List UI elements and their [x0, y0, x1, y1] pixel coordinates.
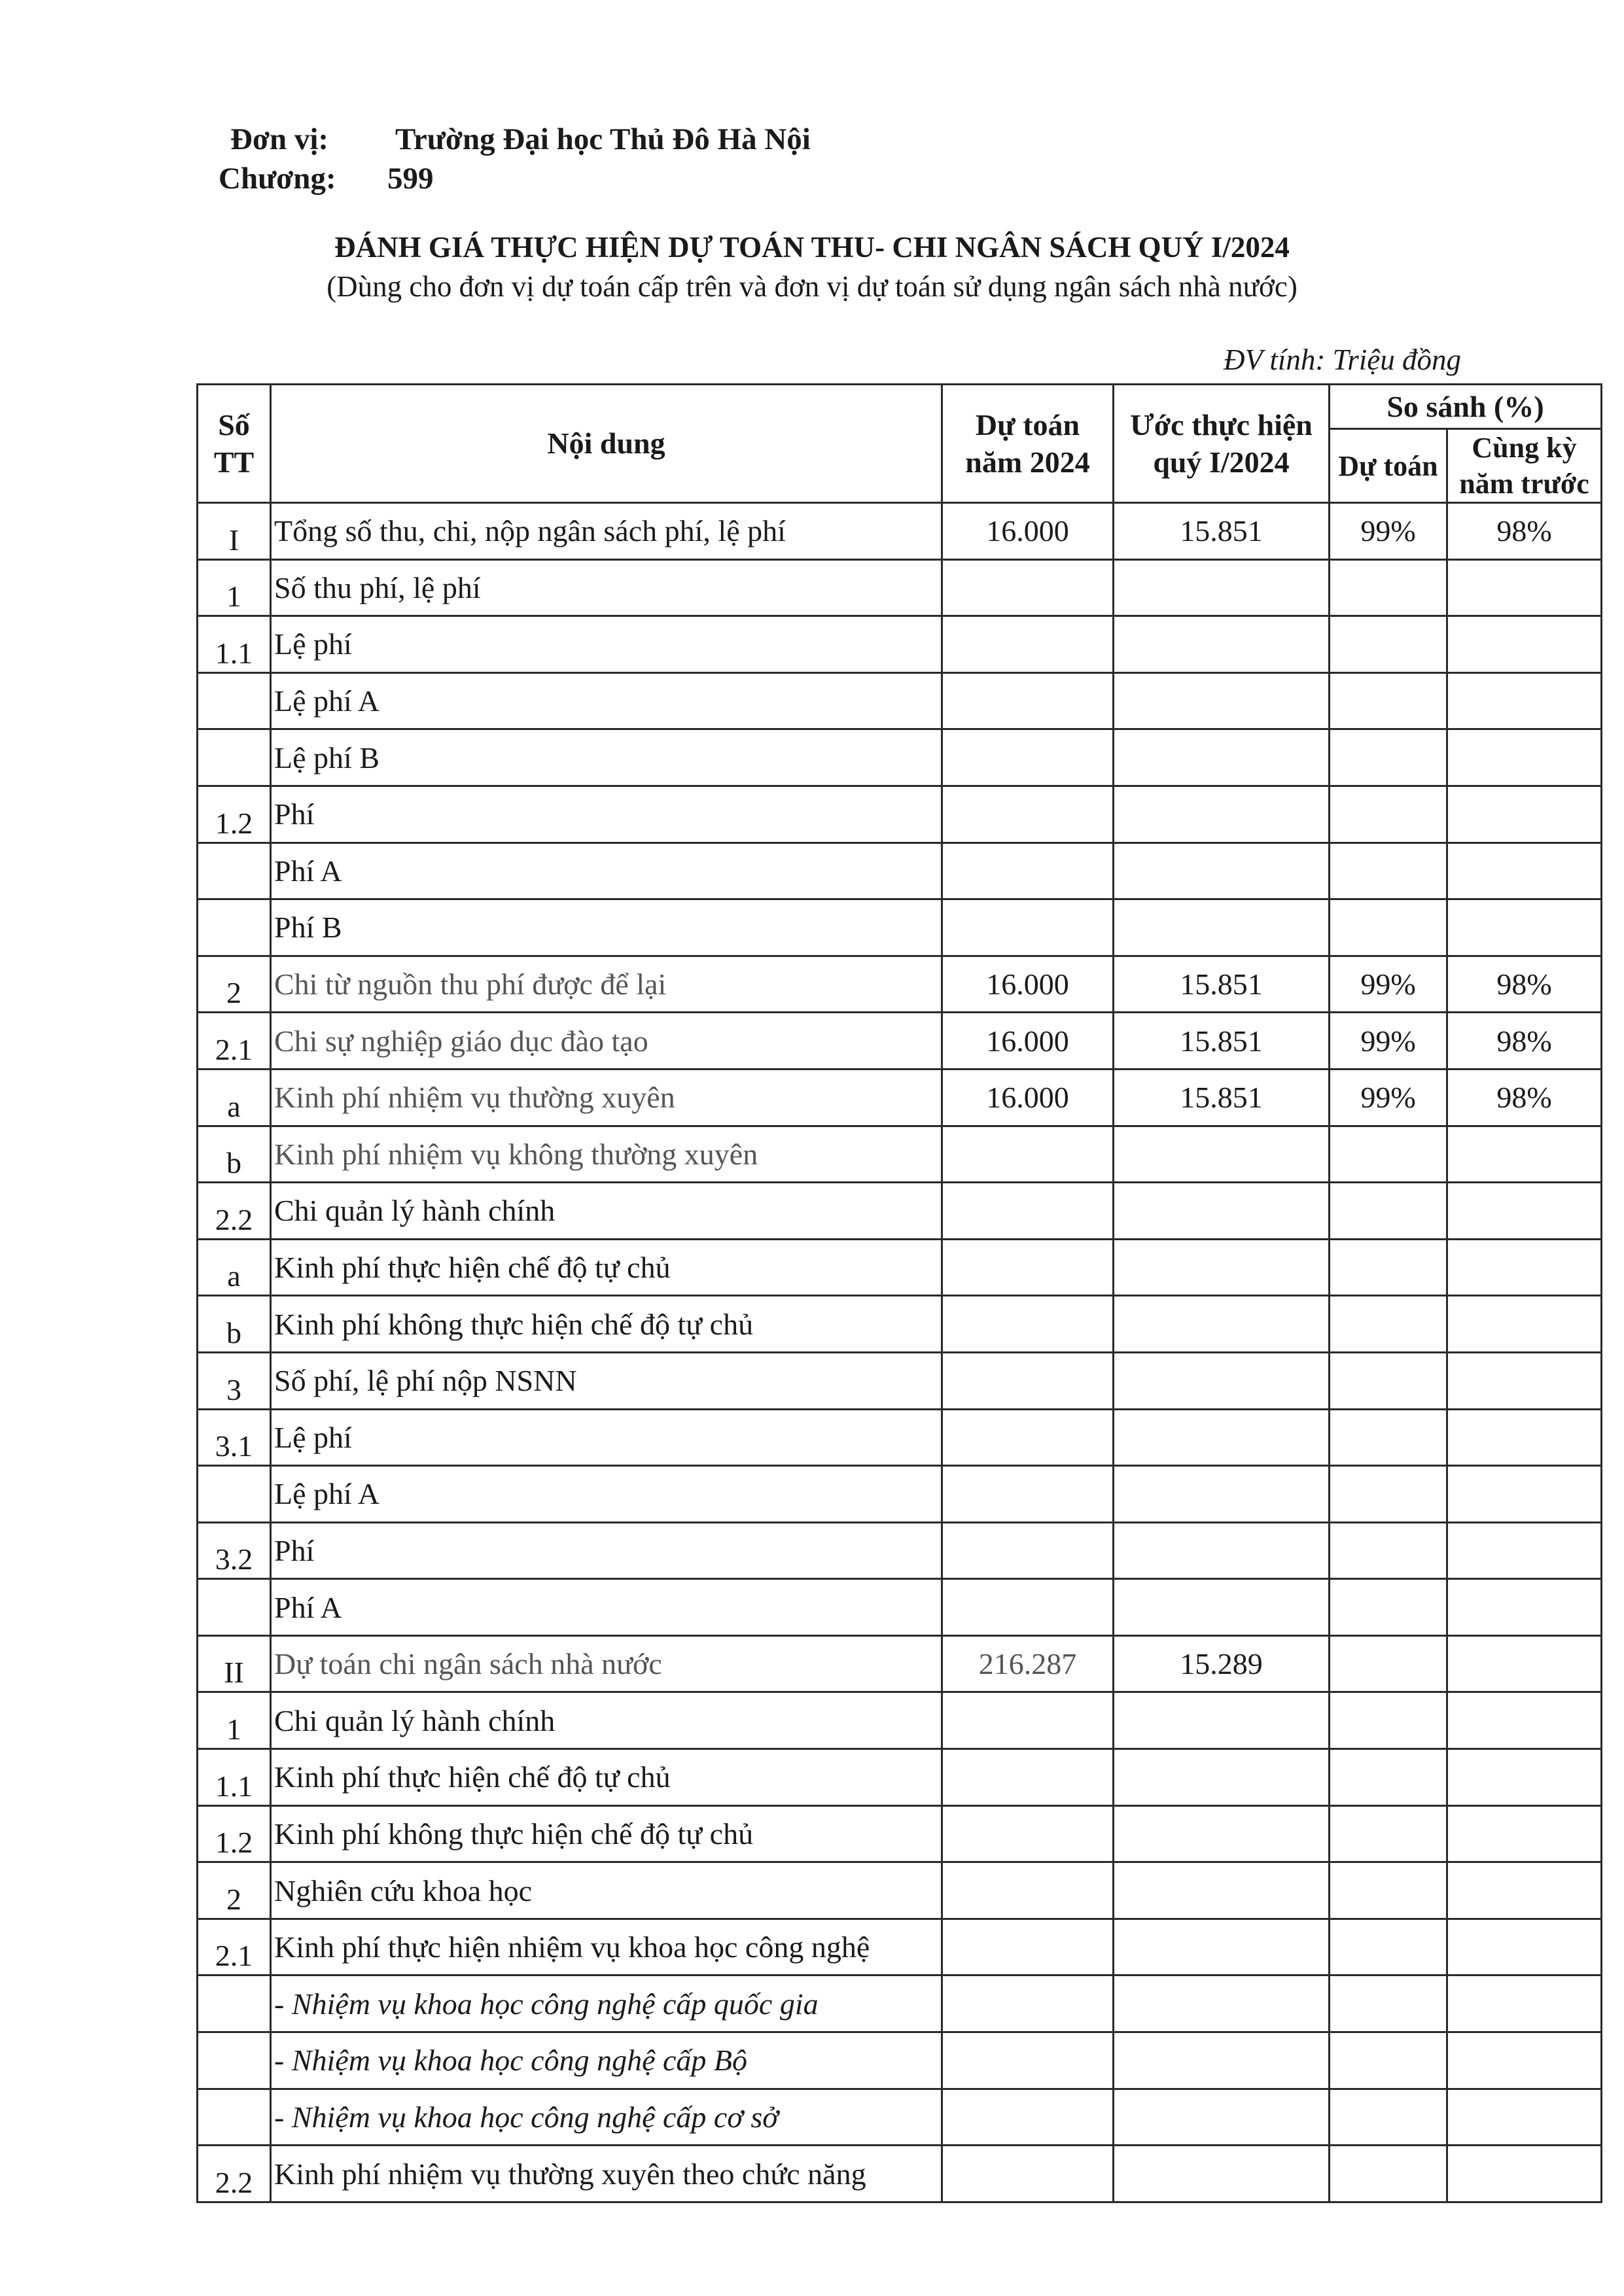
row-pct-prev: [1447, 1409, 1602, 1466]
row-estimate: [1114, 729, 1330, 786]
row-content: Dự toán chi ngân sách nhà nước: [271, 1635, 942, 1692]
row-stt: [198, 1579, 271, 1636]
row-content: Kinh phí nhiệm vụ thường xuyên: [271, 1069, 942, 1126]
row-pct-budget: 99%: [1330, 956, 1447, 1013]
row-budget: [942, 786, 1114, 843]
header-estimate: Ước thực hiện quý I/2024: [1114, 385, 1330, 503]
row-pct-prev: [1447, 1126, 1602, 1183]
row-pct-budget: [1330, 1975, 1447, 2032]
row-estimate: [1114, 1296, 1330, 1353]
chapter-label: Chương:: [219, 162, 336, 196]
row-pct-budget: [1330, 1522, 1447, 1579]
row-budget: [942, 1749, 1114, 1806]
row-pct-prev: [1447, 1183, 1602, 1240]
row-pct-prev: [1447, 1692, 1602, 1749]
row-content: Lệ phí: [271, 1409, 942, 1466]
row-estimate: [1114, 1862, 1330, 1919]
table-row: [198, 956, 1602, 1013]
row-stt: [198, 899, 271, 956]
row-estimate: [1114, 1409, 1330, 1466]
row-budget: [942, 1579, 1114, 1636]
table-row: [198, 1296, 1602, 1353]
row-stt: 3: [198, 1352, 271, 1409]
row-budget: 16.000: [942, 1069, 1114, 1126]
table-row: [198, 2146, 1602, 2202]
table-row: [198, 1635, 1602, 1692]
budget-table: [196, 383, 1602, 2203]
row-pct-budget: [1330, 1409, 1447, 1466]
row-budget: [942, 1805, 1114, 1862]
table-row: [198, 1352, 1602, 1409]
table-row: [198, 1692, 1602, 1749]
row-content: Chi quản lý hành chính: [271, 1183, 942, 1240]
row-pct-budget: [1330, 729, 1447, 786]
row-pct-prev: [1447, 786, 1602, 843]
row-pct-prev: [1447, 1466, 1602, 1523]
row-pct-prev: [1447, 1749, 1602, 1806]
row-estimate: [1114, 1239, 1330, 1296]
header-budget: Dự toán năm 2024: [942, 385, 1114, 503]
row-stt: b: [198, 1126, 271, 1183]
row-content: Phí B: [271, 899, 942, 956]
row-stt: [198, 672, 271, 729]
row-content: Phí A: [271, 843, 942, 899]
row-content: Lệ phí A: [271, 672, 942, 729]
row-budget: [942, 1409, 1114, 1466]
row-content: Tổng số thu, chi, nộp ngân sách phí, lệ phí: [271, 503, 942, 560]
row-estimate: [1114, 1466, 1330, 1523]
row-estimate: [1114, 2146, 1330, 2202]
row-estimate: [1114, 616, 1330, 673]
row-stt: II: [198, 1635, 271, 1692]
row-pct-budget: [1330, 1296, 1447, 1353]
row-pct-budget: [1330, 1126, 1447, 1183]
table-row: [198, 1183, 1602, 1240]
row-stt: 2.2: [198, 1183, 271, 1240]
row-content: - Nhiệm vụ khoa học công nghệ cấp quốc gia: [271, 1975, 942, 2032]
row-pct-budget: [1330, 843, 1447, 899]
row-estimate: [1114, 2089, 1330, 2146]
row-pct-budget: [1330, 1805, 1447, 1862]
row-estimate: [1114, 1522, 1330, 1579]
row-estimate: 15.289: [1114, 1635, 1330, 1692]
row-content: Kinh phí nhiệm vụ không thường xuyên: [271, 1126, 942, 1183]
row-pct-prev: [1447, 1352, 1602, 1409]
row-budget: [942, 899, 1114, 956]
table-row: [198, 1805, 1602, 1862]
row-budget: [942, 843, 1114, 899]
row-budget: 16.000: [942, 1013, 1114, 1070]
row-budget: [942, 672, 1114, 729]
row-stt: 3.1: [198, 1409, 271, 1466]
table-row: [198, 616, 1602, 673]
row-estimate: 15.851: [1114, 956, 1330, 1013]
row-stt: [198, 2032, 271, 2089]
table-row: [198, 2032, 1602, 2089]
row-estimate: [1114, 1919, 1330, 1975]
row-stt: a: [198, 1069, 271, 1126]
table-row: [198, 786, 1602, 843]
row-content: Kinh phí nhiệm vụ thường xuyên theo chức năng: [271, 2146, 942, 2202]
row-budget: [942, 729, 1114, 786]
table-body: [198, 503, 1602, 2202]
document-title: ĐÁNH GIÁ THỰC HIỆN DỰ TOÁN THU- CHI NGÂN SÁCH QUÝ I/2024: [334, 231, 1290, 264]
row-pct-budget: [1330, 2089, 1447, 2146]
header-compare: So sánh (%): [1330, 385, 1602, 429]
row-pct-prev: [1447, 2032, 1602, 2089]
row-stt: 2.1: [198, 1013, 271, 1070]
row-stt: 3.2: [198, 1522, 271, 1579]
row-pct-prev: [1447, 616, 1602, 673]
row-estimate: [1114, 899, 1330, 956]
row-estimate: [1114, 1749, 1330, 1806]
row-content: - Nhiệm vụ khoa học công nghệ cấp Bộ: [271, 2032, 942, 2089]
row-estimate: [1114, 2032, 1330, 2089]
row-content: Kinh phí thực hiện nhiệm vụ khoa học công nghệ: [271, 1919, 942, 1975]
table-row: [198, 672, 1602, 729]
row-content: - Nhiệm vụ khoa học công nghệ cấp cơ sở: [271, 2089, 942, 2146]
row-budget: [942, 1862, 1114, 1919]
row-budget: 16.000: [942, 956, 1114, 1013]
table-row: [198, 1013, 1602, 1070]
row-content: Chi sự nghiệp giáo dục đào tạo: [271, 1013, 942, 1070]
row-pct-prev: [1447, 1296, 1602, 1353]
row-pct-budget: [1330, 1635, 1447, 1692]
row-stt: [198, 729, 271, 786]
row-pct-budget: [1330, 2146, 1447, 2202]
row-stt: 1.2: [198, 1805, 271, 1862]
header-content: Nội dung: [271, 385, 942, 503]
unit-label: Đơn vị:: [230, 122, 329, 156]
row-budget: [942, 1692, 1114, 1749]
row-budget: 216.287: [942, 1635, 1114, 1692]
row-estimate: [1114, 1183, 1330, 1240]
row-pct-prev: 98%: [1447, 1013, 1602, 1070]
row-pct-prev: [1447, 1239, 1602, 1296]
row-pct-budget: 99%: [1330, 503, 1447, 560]
row-pct-budget: [1330, 1579, 1447, 1636]
row-content: Số phí, lệ phí nộp NSNN: [271, 1352, 942, 1409]
row-content: Số thu phí, lệ phí: [271, 559, 942, 616]
row-estimate: 15.851: [1114, 503, 1330, 560]
row-budget: [942, 1296, 1114, 1353]
unit-note: ĐV tính: Triệu đồng: [1224, 343, 1461, 376]
document-subtitle: (Dùng cho đơn vị dự toán cấp trên và đơn vị dự toán sử dụng ngân sách nhà nước): [327, 270, 1297, 303]
row-pct-prev: 98%: [1447, 503, 1602, 560]
row-estimate: 15.851: [1114, 1069, 1330, 1126]
row-estimate: [1114, 1352, 1330, 1409]
row-pct-prev: [1447, 1862, 1602, 1919]
row-content: Kinh phí thực hiện chế độ tự chủ: [271, 1239, 942, 1296]
row-content: Phí: [271, 1522, 942, 1579]
table-row: [198, 1239, 1602, 1296]
table-row: [198, 1862, 1602, 1919]
row-content: Kinh phí không thực hiện chế độ tự chủ: [271, 1805, 942, 1862]
row-pct-budget: 99%: [1330, 1069, 1447, 1126]
row-content: Kinh phí thực hiện chế độ tự chủ: [271, 1749, 942, 1806]
row-budget: [942, 1975, 1114, 2032]
table-row: [198, 1975, 1602, 2032]
row-pct-prev: [1447, 2089, 1602, 2146]
row-pct-budget: [1330, 2032, 1447, 2089]
row-pct-budget: [1330, 1862, 1447, 1919]
row-budget: [942, 616, 1114, 673]
row-stt: [198, 1975, 271, 2032]
row-content: Lệ phí B: [271, 729, 942, 786]
row-pct-prev: [1447, 1635, 1602, 1692]
row-content: Nghiên cứu khoa học: [271, 1862, 942, 1919]
row-pct-budget: [1330, 672, 1447, 729]
row-estimate: [1114, 559, 1330, 616]
row-content: Lệ phí: [271, 616, 942, 673]
row-stt: 1.1: [198, 616, 271, 673]
row-stt: 2.1: [198, 1919, 271, 1975]
table-row: [198, 1466, 1602, 1523]
table-row: [198, 729, 1602, 786]
row-stt: 1.1: [198, 1749, 271, 1806]
row-estimate: [1114, 1126, 1330, 1183]
table-row: [198, 899, 1602, 956]
row-pct-budget: 99%: [1330, 1013, 1447, 1070]
header-compare-budget: Dự toán: [1330, 429, 1447, 503]
row-budget: [942, 2146, 1114, 2202]
table-row: [198, 559, 1602, 616]
row-estimate: [1114, 1975, 1330, 2032]
row-pct-budget: [1330, 1352, 1447, 1409]
row-budget: [942, 1522, 1114, 1579]
row-stt: 1: [198, 559, 271, 616]
row-pct-budget: [1330, 559, 1447, 616]
row-content: Chi quản lý hành chính: [271, 1692, 942, 1749]
row-budget: [942, 559, 1114, 616]
row-stt: 2: [198, 1862, 271, 1919]
row-estimate: 15.851: [1114, 1013, 1330, 1070]
row-pct-prev: 98%: [1447, 1069, 1602, 1126]
header-stt: Số TT: [198, 385, 271, 503]
row-estimate: [1114, 1805, 1330, 1862]
row-content: Phí A: [271, 1579, 942, 1636]
row-budget: [942, 1352, 1114, 1409]
table-row: [198, 2089, 1602, 2146]
row-content: Kinh phí không thực hiện chế độ tự chủ: [271, 1296, 942, 1353]
row-stt: [198, 843, 271, 899]
row-pct-budget: [1330, 1919, 1447, 1975]
row-pct-prev: [1447, 559, 1602, 616]
row-pct-budget: [1330, 616, 1447, 673]
row-budget: [942, 2032, 1114, 2089]
row-stt: 1.2: [198, 786, 271, 843]
row-stt: a: [198, 1239, 271, 1296]
table-row: [198, 1749, 1602, 1806]
table-row: [198, 1522, 1602, 1579]
row-budget: [942, 1126, 1114, 1183]
row-estimate: [1114, 672, 1330, 729]
row-pct-budget: [1330, 1692, 1447, 1749]
row-pct-prev: [1447, 1919, 1602, 1975]
row-pct-budget: [1330, 786, 1447, 843]
row-pct-prev: [1447, 843, 1602, 899]
row-stt: I: [198, 503, 271, 560]
row-content: Phí: [271, 786, 942, 843]
row-estimate: [1114, 1579, 1330, 1636]
table-row: [198, 1919, 1602, 1975]
row-pct-prev: [1447, 1579, 1602, 1636]
row-content: Chi từ nguồn thu phí được để lại: [271, 956, 942, 1013]
row-pct-prev: [1447, 672, 1602, 729]
row-pct-budget: [1330, 1239, 1447, 1296]
row-budget: [942, 2089, 1114, 2146]
row-pct-budget: [1330, 1466, 1447, 1523]
row-pct-prev: 98%: [1447, 956, 1602, 1013]
unit-value: Trường Đại học Thủ Đô Hà Nội: [395, 122, 811, 156]
row-pct-prev: [1447, 1975, 1602, 2032]
row-content: Lệ phí A: [271, 1466, 942, 1523]
row-pct-prev: [1447, 1805, 1602, 1862]
row-budget: 16.000: [942, 503, 1114, 560]
table-row: [198, 1069, 1602, 1126]
table-row: [198, 1409, 1602, 1466]
row-pct-prev: [1447, 899, 1602, 956]
header-compare-prev: Cùng kỳ năm trước: [1447, 429, 1602, 503]
table-row: [198, 1579, 1602, 1636]
row-budget: [942, 1183, 1114, 1240]
row-estimate: [1114, 1692, 1330, 1749]
row-stt: [198, 2089, 271, 2146]
row-budget: [942, 1466, 1114, 1523]
row-estimate: [1114, 786, 1330, 843]
row-pct-budget: [1330, 1183, 1447, 1240]
row-stt: 2: [198, 956, 271, 1013]
row-stt: 2.2: [198, 2146, 271, 2202]
table-row: [198, 1126, 1602, 1183]
row-stt: [198, 1466, 271, 1523]
row-pct-prev: [1447, 2146, 1602, 2202]
row-budget: [942, 1919, 1114, 1975]
row-stt: b: [198, 1296, 271, 1353]
row-pct-prev: [1447, 729, 1602, 786]
row-stt: 1: [198, 1692, 271, 1749]
row-pct-budget: [1330, 1749, 1447, 1806]
table-row: [198, 503, 1602, 560]
row-budget: [942, 1239, 1114, 1296]
row-estimate: [1114, 843, 1330, 899]
row-pct-prev: [1447, 1522, 1602, 1579]
table-row: [198, 843, 1602, 899]
chapter-value: 599: [387, 162, 434, 196]
row-pct-budget: [1330, 899, 1447, 956]
